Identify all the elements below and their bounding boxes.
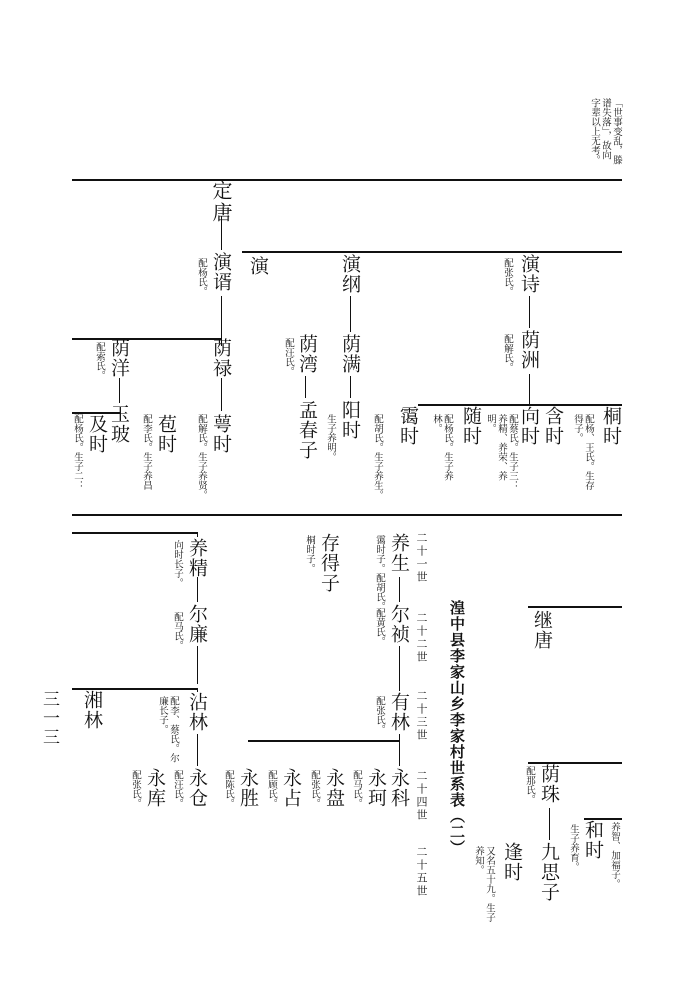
name-yongcang: 永仓	[186, 768, 208, 808]
note-yongzhan: 配顾氏。	[266, 770, 277, 808]
connector	[197, 577, 198, 602]
note-yinyang: 配索氏。	[94, 342, 105, 380]
name-erzhen: 尔祯	[388, 604, 410, 644]
note-xiangshi: 配蔡氏。生子三：养精、养荣、养明。	[485, 414, 518, 490]
name-erlian: 尔廉	[186, 604, 208, 644]
top-note: 「世事变乱，滕 谱失落」，故向 字辈以上无考。	[589, 98, 622, 165]
connector	[221, 378, 222, 411]
name-yupo: 玉玻	[108, 404, 130, 444]
rule-yangjing	[72, 532, 198, 534]
top-rule	[72, 179, 622, 181]
connector	[119, 378, 120, 403]
note-zhanlin: 配李、蔡氏。尔廉长子。	[157, 696, 179, 763]
note-extra: 养智、加福子。	[609, 822, 620, 889]
note-yanshi: 配张氏。	[502, 258, 513, 296]
name-yongzhan: 永占	[280, 768, 302, 808]
connector	[221, 296, 222, 338]
note-yongcang: 配汪氏。	[172, 770, 183, 808]
name-dingtang: 定唐	[209, 180, 233, 224]
name-yongke2: 永珂	[365, 768, 387, 808]
connector	[305, 376, 306, 398]
note-yinzhou: 配解氏。	[502, 334, 513, 372]
name-yinzhu: 荫珠	[538, 764, 560, 804]
connector	[399, 734, 400, 766]
name-yangshi: 阳时	[339, 400, 361, 440]
name-yinwan: 荫湾	[296, 334, 318, 374]
name-youlin: 有林	[388, 692, 410, 732]
connector	[529, 296, 530, 328]
note-yinwan: 配汪氏。	[283, 338, 294, 376]
note-yangshi: 生子养明。	[325, 414, 336, 462]
name-cunde: 存得子	[318, 533, 340, 593]
gen-24: 二十四世	[415, 770, 428, 822]
page-number: 三一三	[39, 690, 59, 747]
note-pingshi: 配解氏。生子养贤。	[196, 414, 207, 500]
note-fengshi: 又名五十九。生子养知。	[473, 846, 495, 922]
note-heshi: 生子养育。	[568, 824, 579, 872]
name-heshi: 和时	[582, 820, 604, 860]
name-xianglin: 湘林	[81, 690, 103, 730]
note-tongshi: 配杨、王氏。生存得子。	[572, 414, 594, 490]
name-fengshi: 逢时	[501, 842, 523, 882]
name-jitang: 继唐	[531, 610, 553, 650]
note-yinzhu: 配那氏。	[524, 766, 535, 804]
name-yongku: 永库	[144, 768, 166, 808]
name-suishi: 随时	[460, 406, 482, 446]
note-erzhen: 配黄氏。	[374, 608, 385, 646]
note-cunde: 桐时子。	[304, 535, 315, 573]
rule-yinyang	[72, 338, 222, 340]
name-yanxu: 演谞	[210, 252, 232, 292]
gen-25: 二十五世	[415, 846, 428, 898]
note-youlin: 配张氏。	[374, 696, 385, 734]
rule-yongsheng	[248, 740, 400, 742]
note-yangjing: 向时长子。	[172, 540, 183, 588]
name-yinlu: 荫禄	[210, 338, 232, 378]
name-yan: 演	[247, 256, 269, 276]
name-yangang: 演纲	[339, 254, 361, 294]
note-baoshi: 配李氏。生子养昌	[141, 414, 152, 490]
name-yushi: 霭时	[397, 406, 419, 446]
name-tongshi: 桐时	[600, 406, 622, 446]
connector	[529, 374, 530, 404]
table-title: 湟中县李家山乡李家村世系表（二）	[448, 600, 466, 856]
connector	[399, 577, 400, 602]
name-jishi: 及时	[86, 414, 108, 454]
name-yinyang: 荫洋	[108, 338, 130, 378]
name-zhanlin: 沾林	[186, 692, 208, 732]
connector	[197, 734, 198, 766]
name-jiusizi: 九思子	[538, 842, 560, 902]
note-yongke2: 配马氏。	[351, 770, 362, 808]
note-yongku: 配张氏。	[130, 770, 141, 808]
name-yongsheng: 永胜	[237, 768, 259, 808]
connector	[549, 808, 550, 840]
note-yongsheng: 配陈氏。	[223, 770, 234, 808]
note-yanxu: 配杨氏。	[196, 258, 207, 296]
middle-rule	[72, 514, 622, 516]
name-yinman: 荫满	[339, 334, 361, 374]
name-yongke: 永科	[388, 768, 410, 808]
note-yangsheng: 霭时子。配胡氏。	[374, 535, 385, 611]
gen-21: 二十一世	[415, 532, 428, 584]
name-yinzhou: 荫洲	[518, 330, 540, 370]
connector	[197, 646, 198, 684]
connector	[350, 376, 351, 398]
note-yushi: 配胡氏。生子养生。	[372, 414, 383, 500]
name-hanshi: 含时	[542, 406, 564, 446]
connector	[350, 296, 351, 332]
gen-23: 二十三世	[415, 690, 428, 742]
gen-22: 二十二世	[415, 612, 428, 664]
name-xiangshi: 向时	[518, 406, 540, 446]
connector	[197, 532, 198, 537]
note-yongpan: 配张氏。	[309, 770, 320, 808]
name-yangsheng: 养生	[388, 533, 410, 573]
note-jishi: 配杨氏。生子二：	[72, 414, 83, 490]
rule-jitang	[528, 606, 622, 608]
name-yanshi: 演诗	[518, 254, 540, 294]
name-yongpan: 永盘	[323, 768, 345, 808]
note-erlian: 配马氏。	[172, 612, 183, 650]
name-baoshi: 苞时	[155, 414, 177, 454]
name-yangjing: 养精	[186, 538, 208, 578]
connector	[399, 646, 400, 691]
note-suishi: 配杨氏。生子养林。	[431, 414, 453, 481]
name-pingshi: 萼时	[210, 414, 232, 454]
name-mengchunzi: 孟春子	[296, 400, 318, 460]
rule-yan	[242, 251, 622, 253]
